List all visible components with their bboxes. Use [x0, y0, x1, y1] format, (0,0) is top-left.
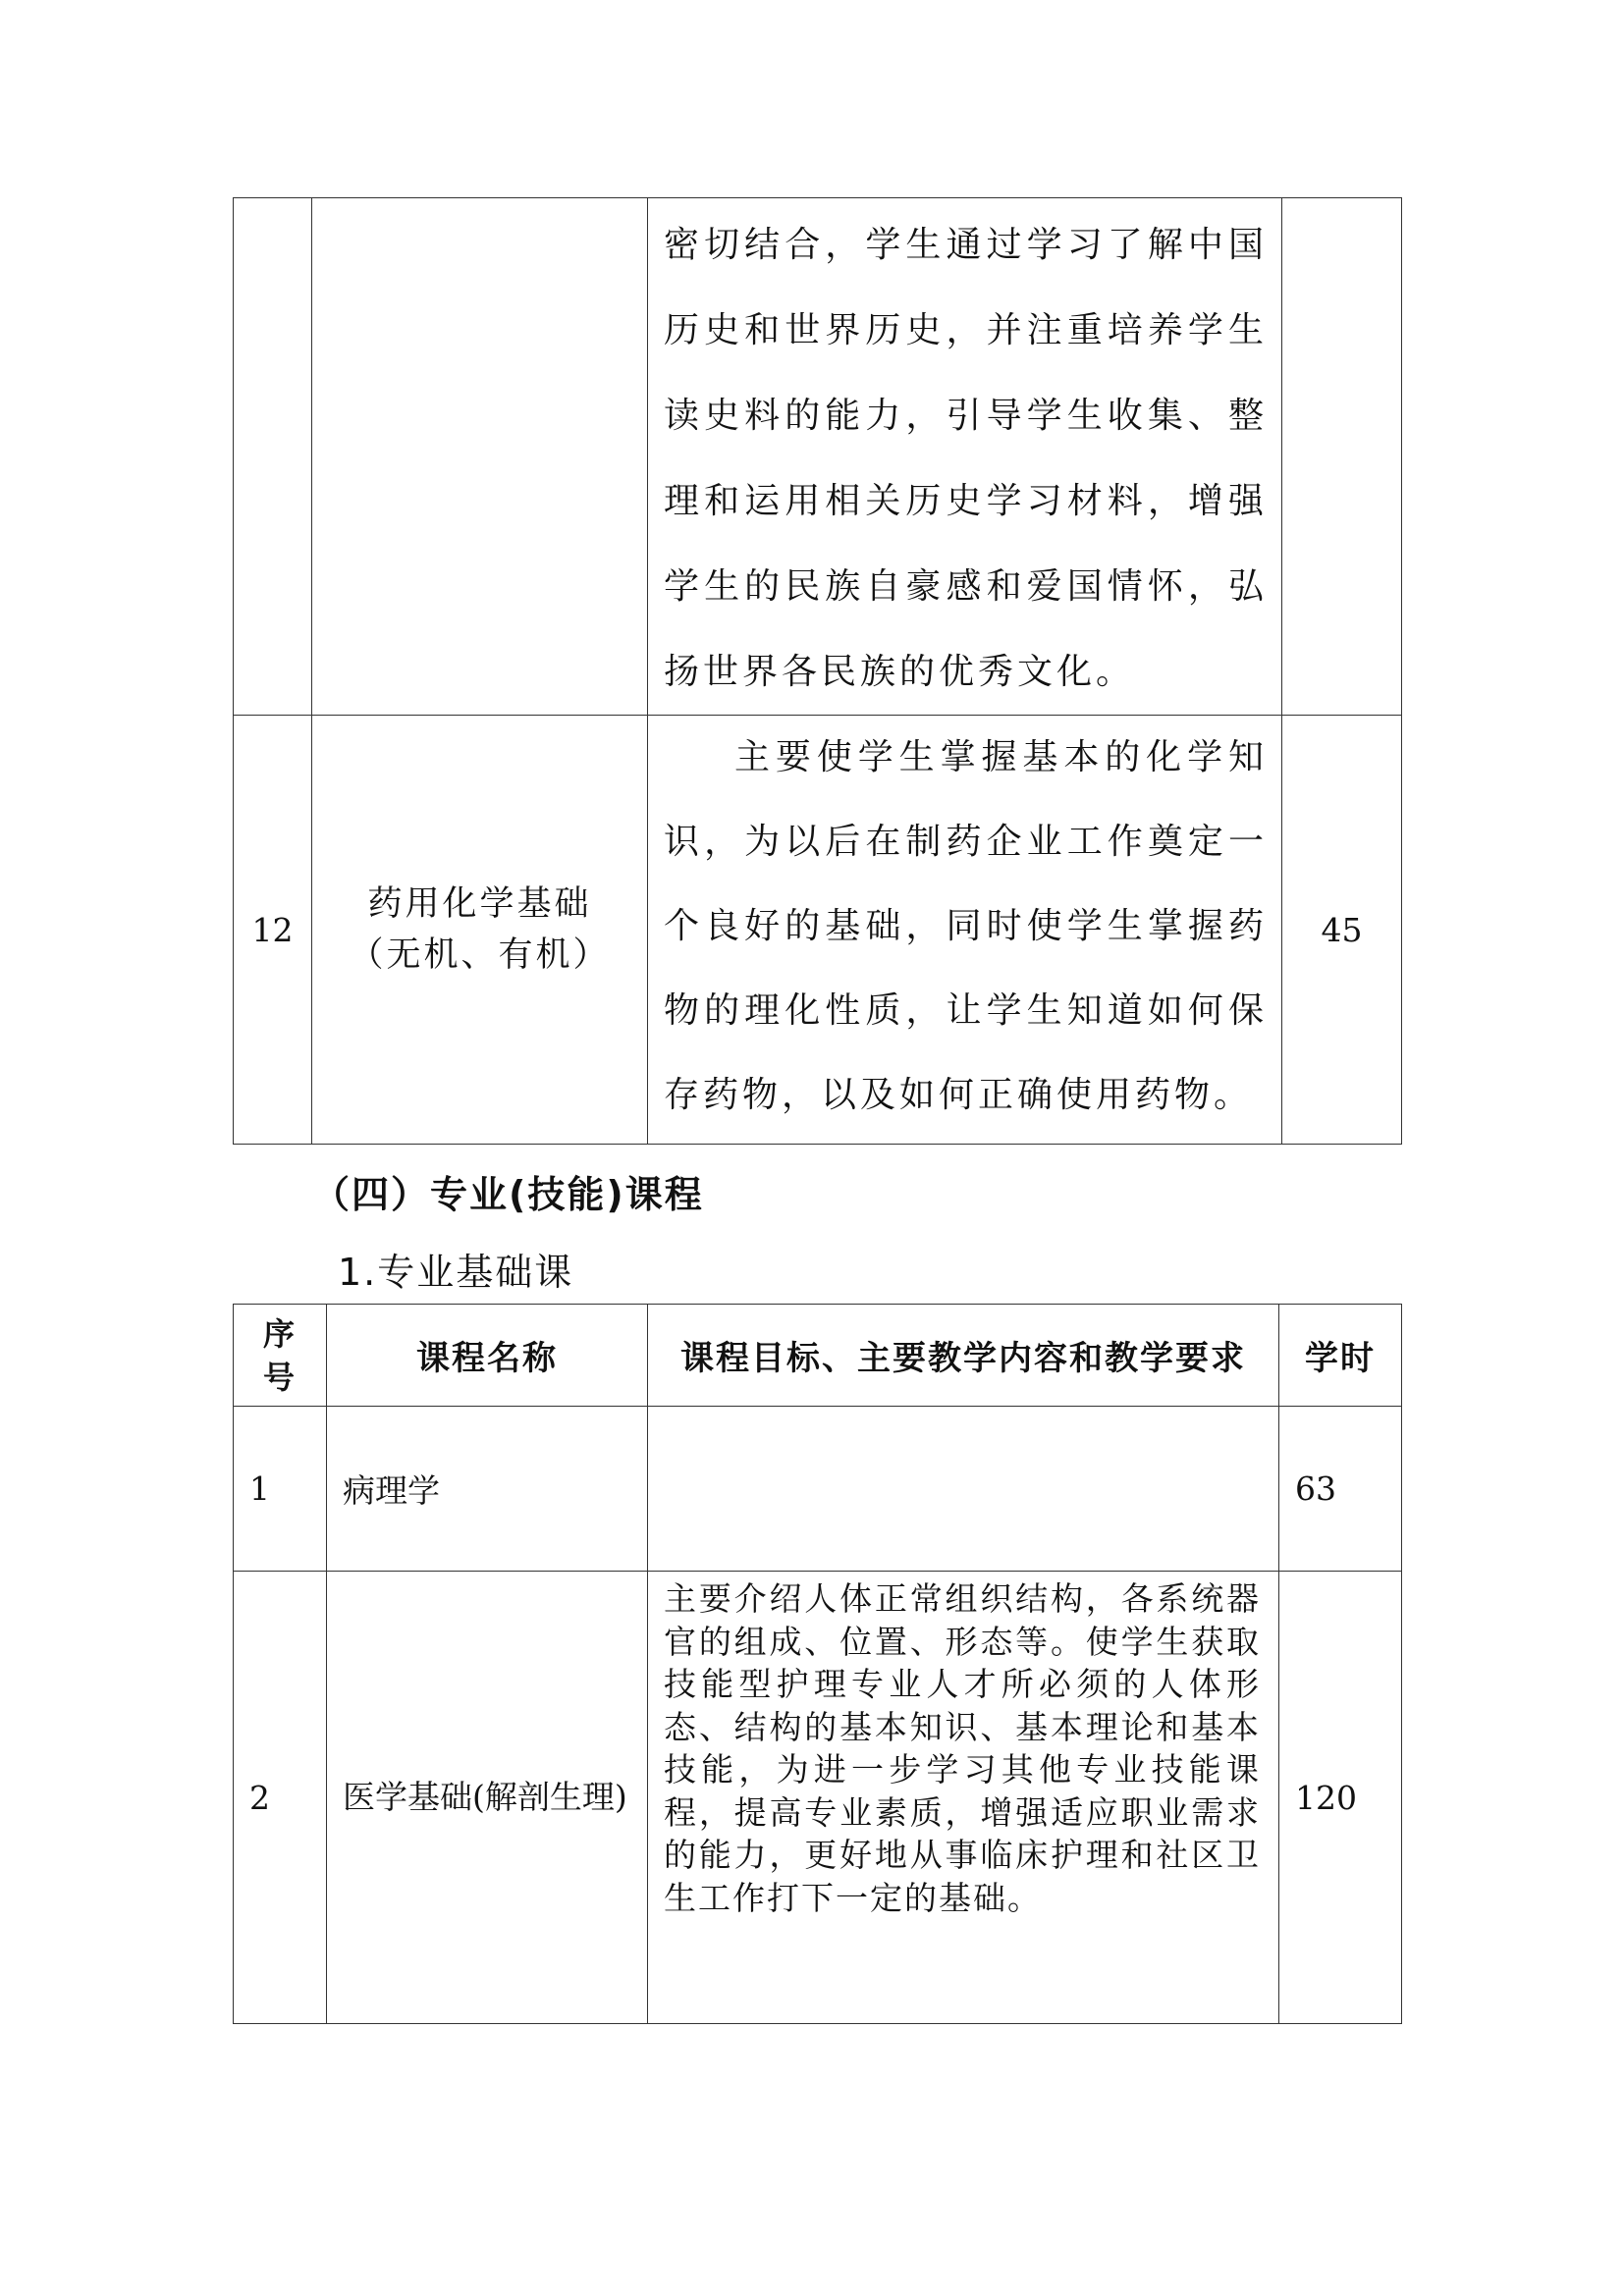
course-number: 2 [234, 1572, 327, 2024]
header-no-line2: 号 [262, 1358, 297, 1396]
header-no [234, 1305, 327, 1407]
course-description: 主要使学生掌握基本的化学知识，为以后在制药企业工作奠定一个良好的基础，同时使学生掌握药物的理化性质，让学生知道如何保存药物，以及如何正确使用药物。 [664, 737, 1268, 1115]
table-header-row [234, 1305, 1402, 1407]
header-name: 课程名称 [327, 1305, 648, 1407]
header-no-line1: 序 [262, 1314, 297, 1353]
course-description [648, 1407, 1279, 1572]
name-cell [312, 198, 648, 716]
course-name: 医学基础(解剖生理) [327, 1572, 648, 2024]
desc-cell [648, 716, 1282, 1145]
course-name [312, 716, 648, 1145]
course-hours: 45 [1282, 716, 1402, 1145]
course-name-line2: （无机、有机） [349, 935, 611, 975]
course-description: 主要介绍人体正常组织结构，各系统器官的组成、位置、形态等。使学生获取技能型护理专业人才所必须的人体形态、结构的基本知识、基本理论和基本技能，为进一步学习其他专业技能课程，提高专业素质，增强适应职业需求的能力，更好地从事临床护理和社区卫生工作打下一定的基础。 [664, 1579, 1261, 1917]
no-cell [234, 198, 312, 716]
course-hours: 63 [1279, 1407, 1402, 1572]
table-row [234, 198, 1402, 716]
course-table-continued [233, 197, 1402, 1145]
table-row [234, 1572, 1402, 2024]
header-desc: 课程目标、主要教学内容和教学要求 [648, 1305, 1279, 1407]
header-hours: 学时 [1279, 1305, 1402, 1407]
table-row [234, 1407, 1402, 1572]
desc-cell [648, 198, 1282, 716]
subsection-heading: 1.专业基础课 [338, 1251, 574, 1294]
course-number: 1 [234, 1407, 327, 1572]
course-name-line1: 药用化学基础 [367, 884, 592, 924]
foundation-course-table [233, 1304, 1402, 2024]
course-hours: 120 [1279, 1572, 1402, 2024]
desc-cell [648, 1572, 1279, 2024]
course-name: 病理学 [327, 1407, 648, 1572]
section-heading: （四）专业(技能)课程 [312, 1173, 704, 1216]
course-description: 密切结合，学生通过学习了解中国历史和世界历史，并注重培养学生读史料的能力，引导学生收集、整理和运用相关历史学习材料，增强学生的民族自豪感和爱国情怀，弘扬世界各民族的优秀文化。 [664, 225, 1268, 692]
course-number: 12 [234, 716, 312, 1145]
table-row [234, 716, 1402, 1145]
hours-cell [1282, 198, 1402, 716]
